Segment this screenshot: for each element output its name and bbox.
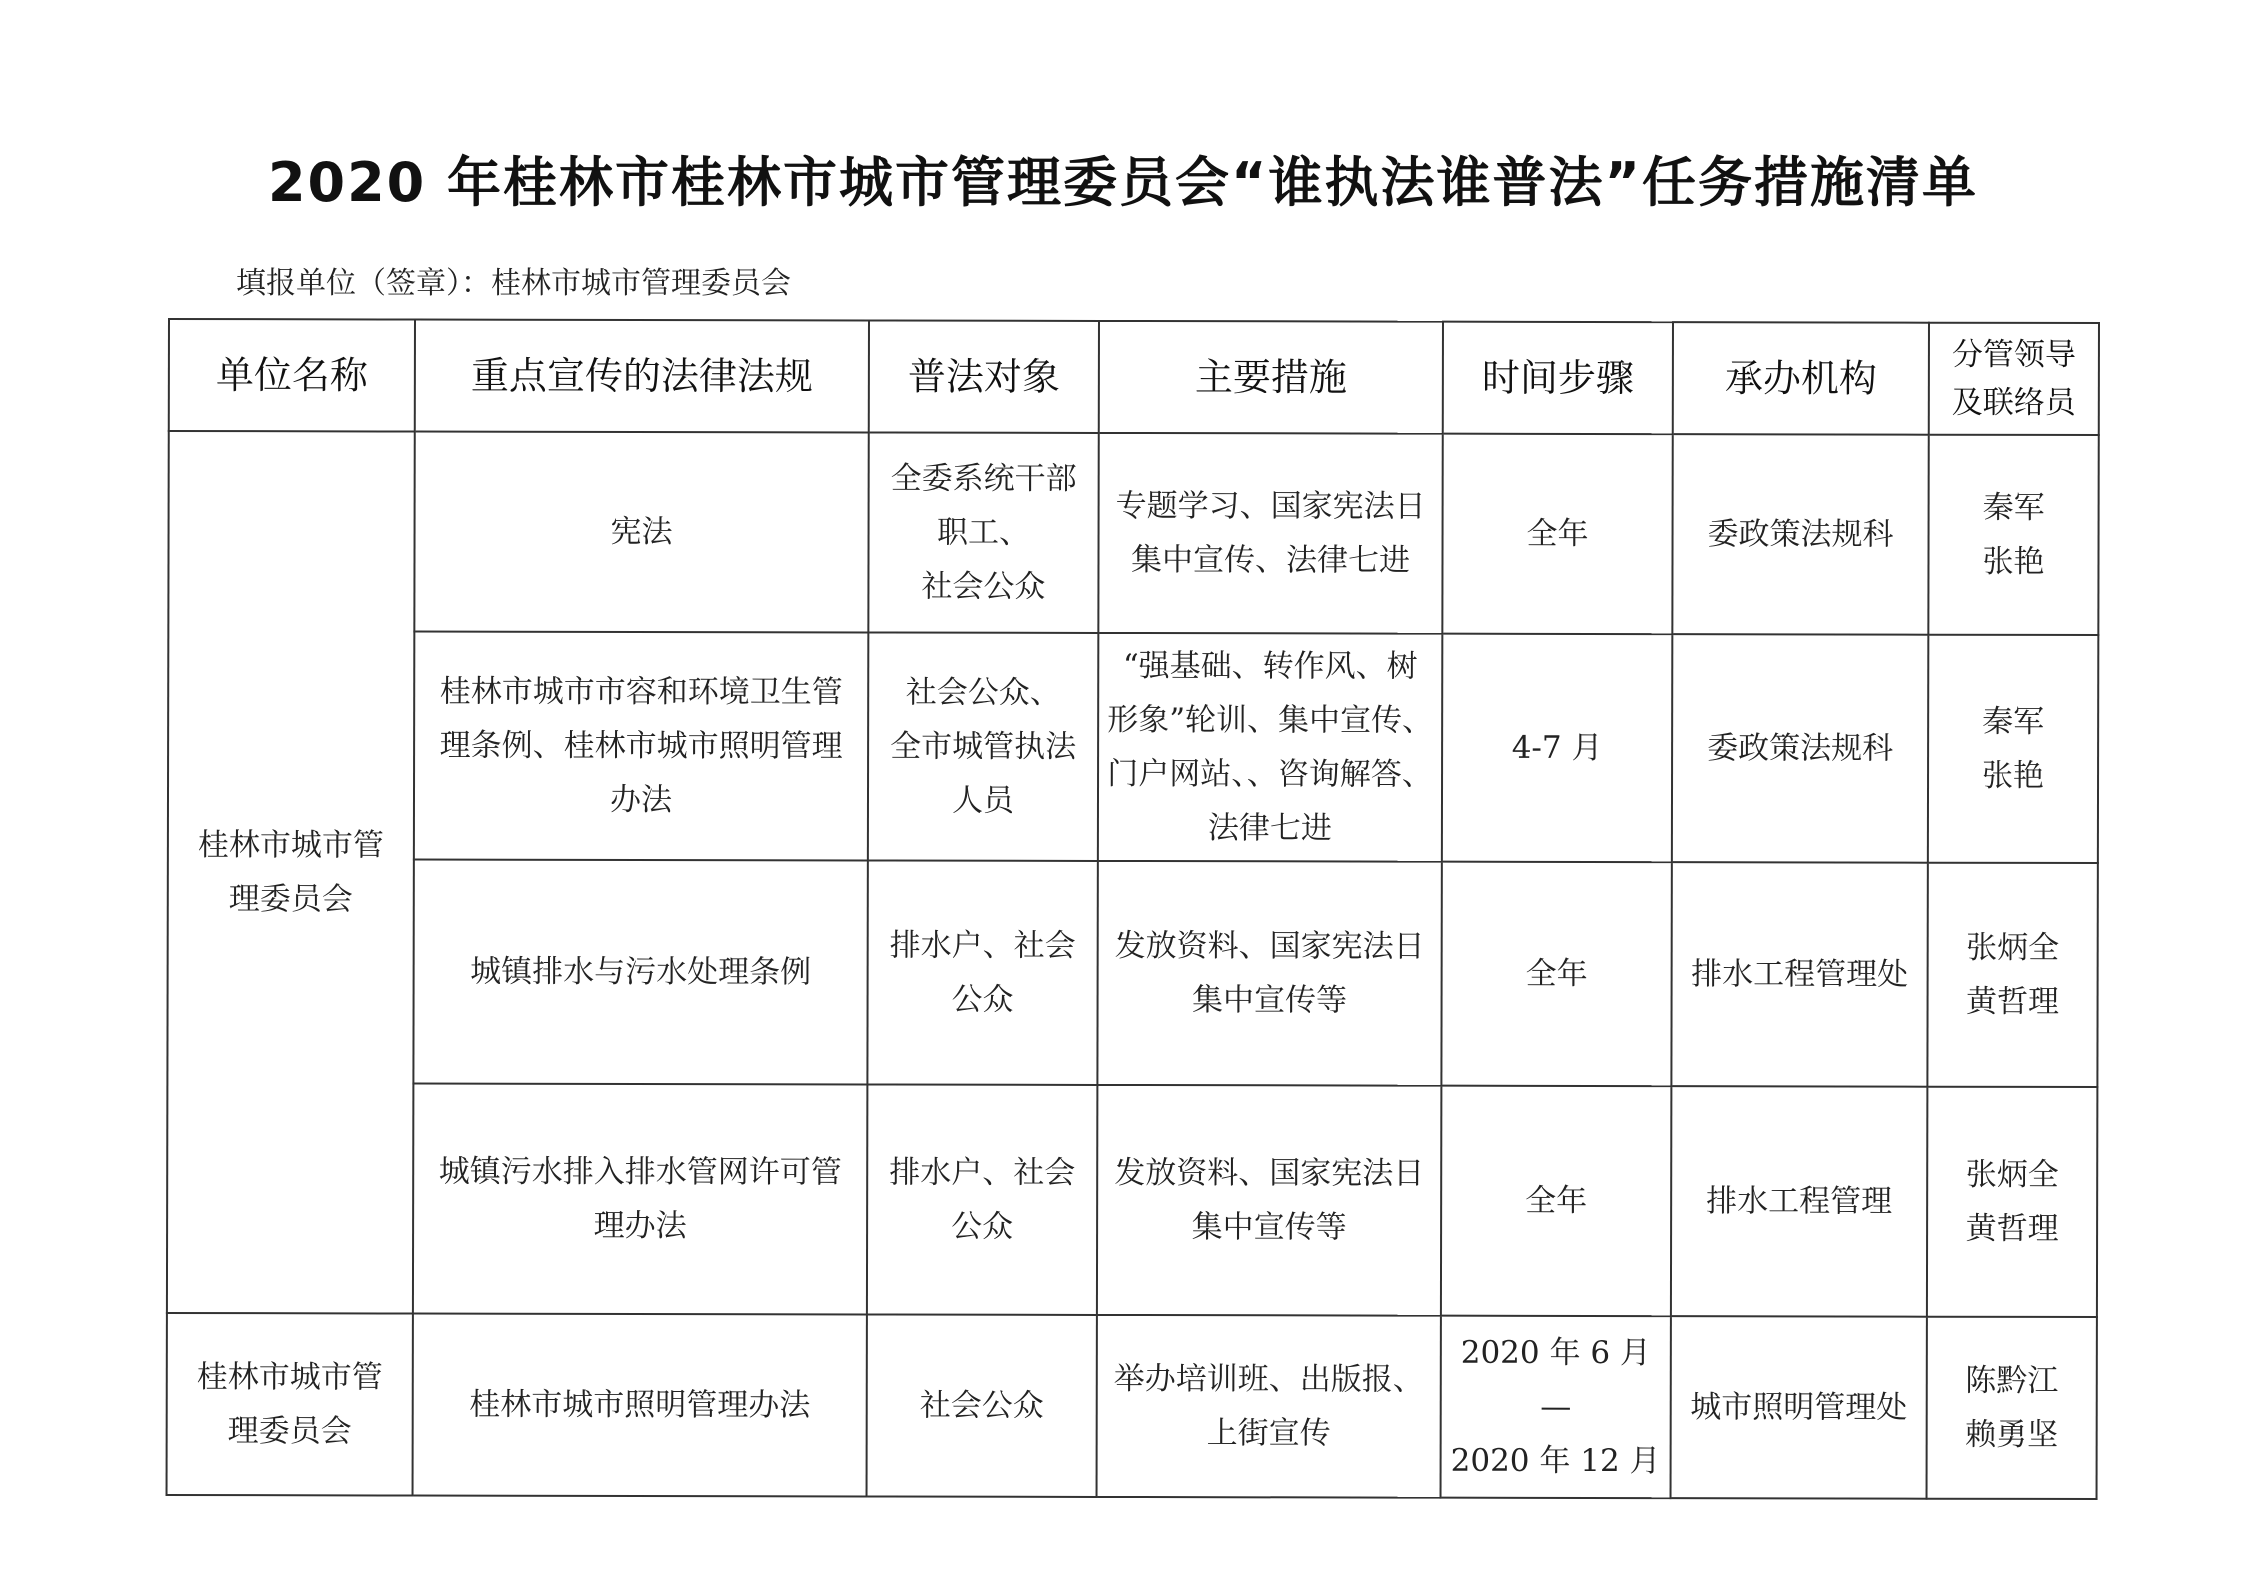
table-row: [168, 431, 2098, 635]
law-cell: 城镇污水排入排水管网许可管 理办法: [413, 1084, 867, 1315]
header-leader-contact: 分管领导 及联络员: [1929, 323, 2099, 435]
law-cell: 宪法: [414, 432, 868, 633]
header-main-measures: 主要措施: [1099, 321, 1443, 434]
leader-cell: 秦军 张艳: [1928, 635, 2098, 863]
audience-cell: 社会公众、 全市城管执法 人员: [868, 632, 1098, 860]
organizer-cell: 城市照明管理处: [1671, 1316, 1927, 1499]
audience-cell: 排水户、社会 公众: [867, 860, 1097, 1084]
organizer-cell: 委政策法规科: [1672, 634, 1928, 863]
filler-unit-line: 填报单位（签章）：桂林市城市管理委员会: [236, 266, 791, 301]
leader-cell: 张炳全 黄哲理: [1927, 1087, 2097, 1317]
law-cell: 城镇排水与污水处理条例: [413, 860, 867, 1085]
schedule-cell: 全年: [1442, 434, 1672, 634]
header-organizer: 承办机构: [1673, 322, 1929, 435]
header-schedule: 时间步骤: [1443, 322, 1673, 434]
measures-cell: 发放资料、国家宪法日 集中宣传等: [1097, 1085, 1441, 1316]
organizer-cell: 排水工程管理: [1671, 1086, 1927, 1317]
audience-cell: 全委系统干部 职工、 社会公众: [868, 432, 1098, 632]
table-row: [167, 1083, 2097, 1317]
measures-cell: 专题学习、国家宪法日 集中宣传、法律七进: [1098, 433, 1442, 634]
law-cell: 桂林市城市市容和环境卫生管 理条例、桂林市城市照明管理 办法: [414, 632, 868, 861]
schedule-cell: 全年: [1441, 862, 1671, 1086]
table-row: [168, 631, 2098, 863]
unit-name-cell: 桂林市城市管 理委员会: [167, 431, 415, 1314]
schedule-cell: 全年: [1441, 1086, 1671, 1316]
leader-cell: 陈黔江 赖勇坚: [1927, 1317, 2097, 1499]
audience-cell: 排水户、社会 公众: [867, 1084, 1097, 1314]
schedule-cell: 2020 年 6 月— 2020 年 12 月: [1441, 1316, 1671, 1498]
table-row: [167, 859, 2097, 1087]
organizer-cell: 委政策法规科: [1672, 434, 1928, 635]
organizer-cell: 排水工程管理处: [1671, 862, 1927, 1087]
document-title: 2020 年桂林市桂林市城市管理委员会“谁执法谁普法”任务措施清单: [267, 151, 1979, 214]
unit-name-cell: 桂林市城市管 理委员会: [167, 1313, 413, 1496]
table-header-row: [169, 319, 2099, 435]
measures-cell: “强基础、转作风、树 形象”轮训、集中宣传、 门户网站、、咨询解答、 法律七进: [1098, 633, 1442, 862]
measures-cell: 举办培训班、出版报、 上街宣传: [1097, 1315, 1441, 1498]
measures-cell: 发放资料、国家宪法日 集中宣传等: [1097, 861, 1441, 1086]
header-key-laws: 重点宣传的法律法规: [415, 320, 869, 433]
leader-cell: 秦军 张艳: [1928, 435, 2098, 635]
header-audience: 普法对象: [869, 320, 1099, 432]
table-row: [167, 1313, 2097, 1499]
task-measures-table: [166, 318, 2100, 1500]
schedule-cell: 4-7 月: [1442, 634, 1672, 862]
leader-cell: 张炳全 黄哲理: [1927, 863, 2097, 1087]
audience-cell: 社会公众: [867, 1314, 1097, 1496]
header-unit-name: 单位名称: [169, 319, 415, 432]
law-cell: 桂林市城市照明管理办法: [413, 1314, 867, 1497]
